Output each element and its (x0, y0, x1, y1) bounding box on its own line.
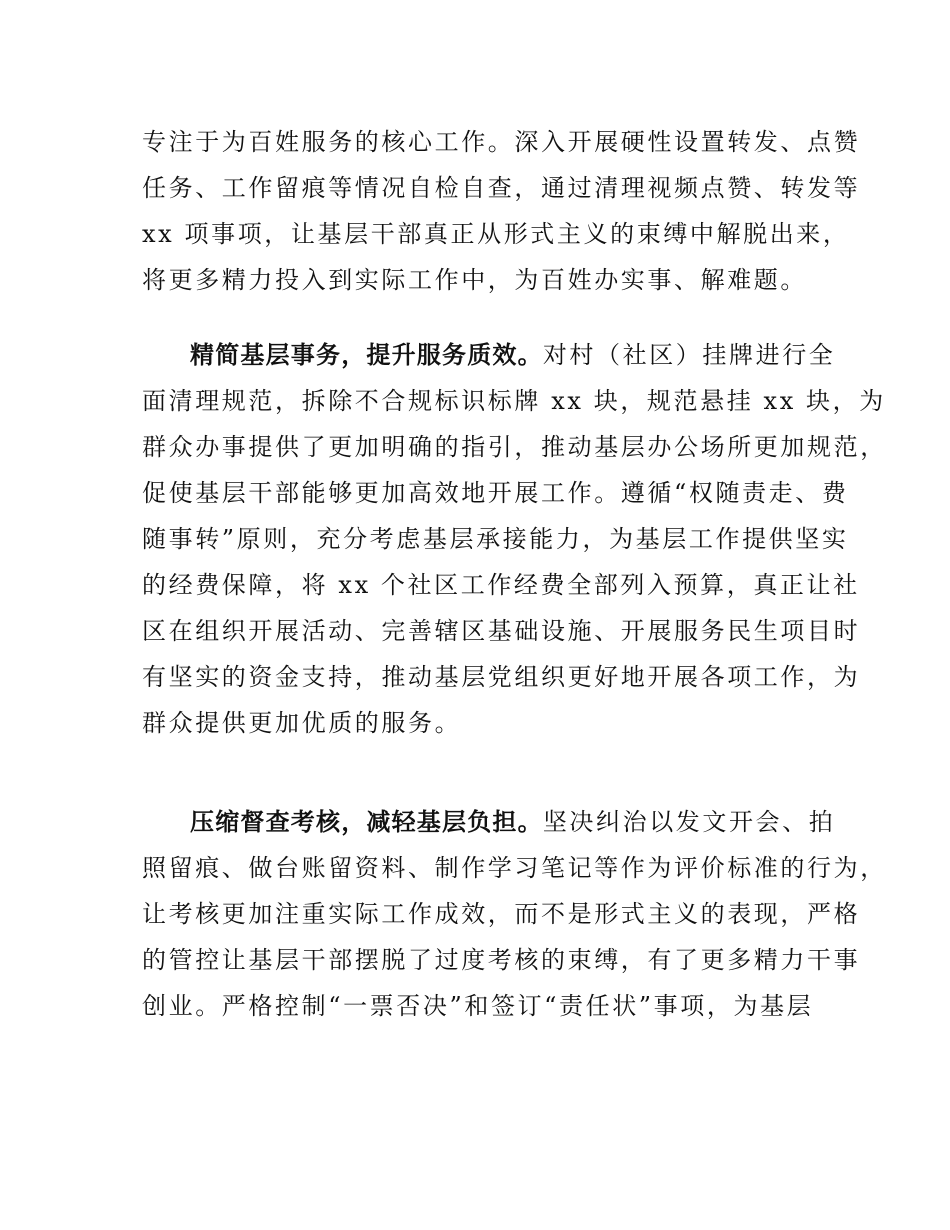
paragraph-line: 照留痕、做台账留资料、制作学习笔记等作为评价标准的行为， (142, 854, 887, 882)
paragraph-line: 群众提供更加优质的服务。 (142, 709, 462, 737)
paragraph-first-line (142, 332, 836, 378)
paragraph-line: 有坚实的资金支持，推动基层党组织更好地开展各项工作，为 (142, 663, 861, 691)
paragraph-heading: 压缩督查考核，减轻基层负担。 (190, 808, 543, 836)
paragraph-line: 让考核更加注重实际工作成效，而不是形式主义的表现，严格 (142, 900, 861, 928)
paragraph-line: 任务、工作留痕等情况自检自查，通过清理视频点赞、转发等 (142, 174, 861, 202)
paragraph-line: 群众办事提供了更加明确的指引，推动基层办公场所更加规范， (142, 433, 887, 461)
paragraph-line: 区在组织开展活动、完善辖区基础设施、开展服务民生项目时 (142, 617, 861, 645)
paragraph-heading: 精简基层事务，提升服务质效。 (190, 341, 543, 369)
paragraph-line: 专注于为百姓服务的核心工作。深入开展硬性设置转发、点赞 (142, 128, 861, 156)
paragraph-first-line-text: 坚决纠治以发文开会、拍 (542, 808, 836, 836)
paragraph-line: 将更多精力投入到实际工作中，为百姓办实事、解难题。 (142, 266, 807, 294)
paragraph-line: 促使基层干部能够更加高效地开展工作。遵循“权随责走、费 (142, 479, 849, 507)
paragraph-first-line (142, 799, 836, 845)
paragraph-line: 的管控让基层干部摆脱了过度考核的束缚，有了更多精力干事 (142, 946, 861, 974)
paragraph-1 (142, 119, 861, 303)
paragraph-line: 面清理规范，拆除不合规标识标牌 xx 块，规范悬挂 xx 块，为 (142, 387, 886, 415)
paragraph-line: 随事转”原则，充分考虑基层承接能力，为基层工作提供坚实 (142, 525, 849, 553)
paragraph-line: 的经费保障，将 xx 个社区工作经费全部列入预算，真正让社 (142, 571, 860, 599)
paragraph-3 (142, 799, 887, 1029)
paragraph-line: 创业。严格控制“一票否决”和签订“责任状”事项，为基层 (142, 992, 814, 1020)
paragraph-line: xx 项事项，让基层干部真正从形式主义的束缚中解脱出来， (142, 220, 850, 248)
paragraph-first-line-text: 对村（社区）挂牌进行全 (542, 341, 836, 369)
paragraph-2 (142, 332, 887, 746)
